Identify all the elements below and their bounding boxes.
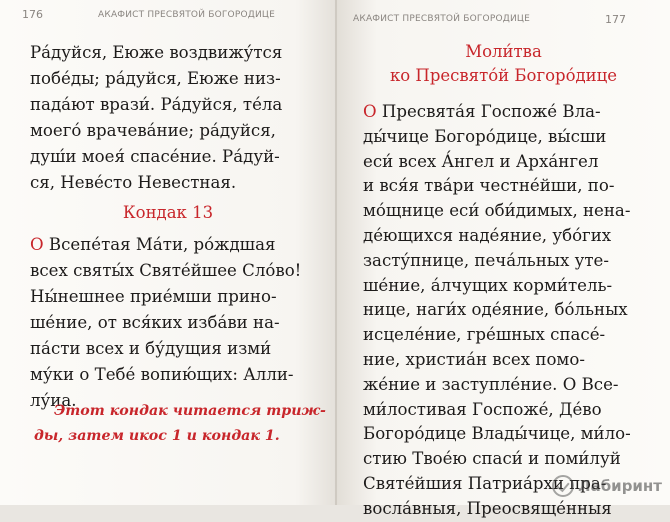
checkmark-icon xyxy=(552,475,574,497)
kondak-text xyxy=(30,232,301,414)
text-line: де́ющихся наде́яние, убо́гих xyxy=(363,225,612,245)
text-line: побе́ды; ра́дуйся, Еюже низ- xyxy=(30,69,281,88)
text-line: му́ки о Тебе́ вопию́щих: Алли- xyxy=(30,365,294,384)
text-line: ше́ние, от вся́ких изба́ви на- xyxy=(30,313,280,332)
text-line: ми́лостивая Госпоже́, Де́во xyxy=(363,399,602,419)
right-page xyxy=(337,0,670,518)
running-head-left: АКАФИСТ ПРЕСВЯТОЙ БОГОРОДИЦЕ xyxy=(98,10,275,20)
watermark-logo xyxy=(552,475,662,497)
prayer-first-line-rest: Пресвята́я Госпоже́ Вла- xyxy=(376,102,601,121)
text-line: Богоро́дице Влады́чице, ми́ло- xyxy=(363,424,631,444)
akathist-ending-text xyxy=(30,40,282,196)
prayer-text xyxy=(363,100,631,522)
page-number-left: 176 xyxy=(22,8,43,21)
kondak-title: Кондак 13 xyxy=(122,203,214,222)
text-line: засту́пнице, печа́льных уте- xyxy=(363,250,609,270)
text-line: Святе́йшия Патриа́рхи пра- xyxy=(363,473,607,493)
text-line: восла́вныя, Преосвяще́нныя xyxy=(363,498,612,518)
prayer-red-initial: О xyxy=(363,102,377,121)
rubric-line: Этот кондак читается триж- xyxy=(54,403,326,419)
text-line: па́сти всех и бу́дущия изми́ xyxy=(30,339,272,358)
text-line: лу́иа. xyxy=(30,391,77,410)
kondak-first-line xyxy=(30,232,301,258)
text-line: Ны́нешнее прие́мши прино- xyxy=(30,287,277,306)
running-head-right: АКАФИСТ ПРЕСВЯТОЙ БОГОРОДИЦЕ xyxy=(353,14,530,24)
kondak-first-line-rest: Всепе́тая Ма́ти, ро́ждшая xyxy=(43,235,276,254)
text-line: и вся́я тва́ри честне́йши, по- xyxy=(363,176,615,196)
text-line: пада́ют врази́. Ра́дуйся, те́ла xyxy=(30,95,283,114)
text-line: мо́щнице еси́ оби́димых, нена- xyxy=(363,201,631,221)
text-line: исцеле́ние, гре́шных спасе́- xyxy=(363,325,606,345)
watermark-text: Лабиринт xyxy=(578,477,662,495)
text-line: ние, христиа́н всех помо- xyxy=(363,349,585,369)
text-line: ды́чице Богоро́дице, вы́сши xyxy=(363,126,607,146)
text-line: всех святы́х Святе́йшее Сло́во! xyxy=(30,261,302,280)
text-line: нице, наги́х оде́яние, бо́льных xyxy=(363,300,628,320)
prayer-subtitle: ко Пресвято́й Богоро́дице xyxy=(389,66,618,85)
text-line: еси́ всех А́нгел и Арха́нгел xyxy=(363,151,599,171)
text-line: Ра́дуйся, Еюже воздвижу́тся xyxy=(30,43,283,62)
prayer-title: Моли́тва xyxy=(465,42,542,61)
text-line: ся, Неве́сто Невестная. xyxy=(30,173,237,192)
text-line: ше́ние, а́лчущих корми́тель- xyxy=(363,275,613,295)
rubric-line: ды, затем икос 1 и кондак 1. xyxy=(34,428,280,444)
text-line: душ́и моея́ спасе́ние. Ра́дуй- xyxy=(30,147,280,166)
text-line: же́ние и заступле́ние. О Все- xyxy=(363,374,619,394)
page-number-right: 177 xyxy=(605,13,626,26)
kondak-red-initial: О xyxy=(30,235,44,254)
left-page xyxy=(0,0,336,505)
prayer-first-line xyxy=(363,100,631,125)
text-line: стию Твое́ю спаси́ и поми́луй xyxy=(363,449,621,469)
text-line: моего́ врачева́ние; ра́дуйся, xyxy=(30,121,276,140)
